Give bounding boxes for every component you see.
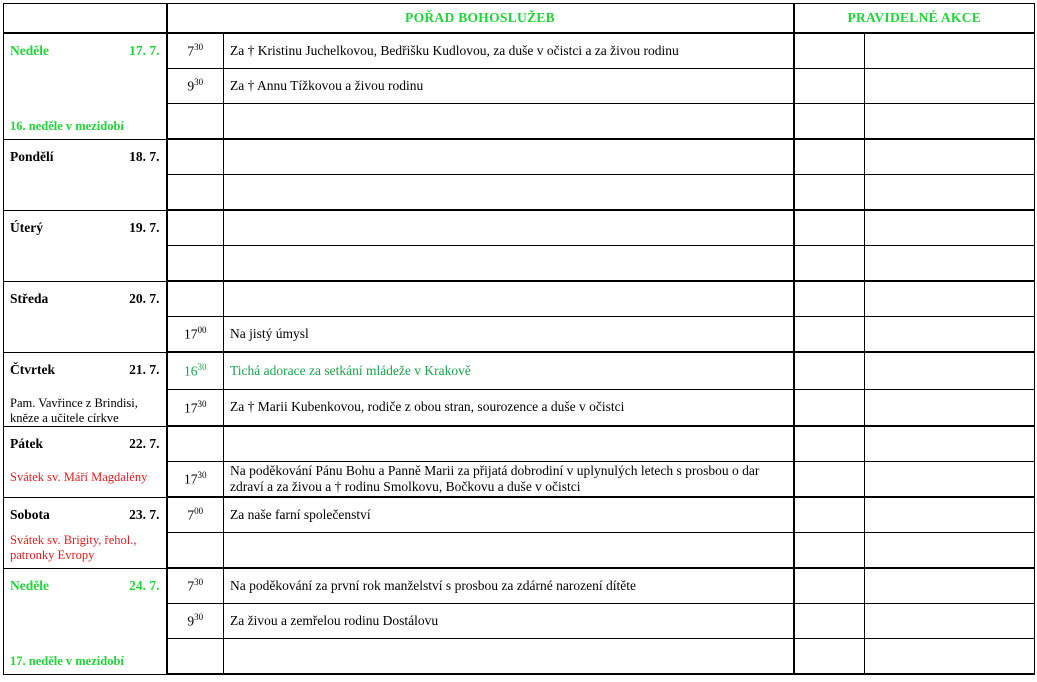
time-cell: $16^{30}$ [167,352,224,389]
day-name: Neděle [10,577,49,593]
time-cell: $7^{30}$ [167,33,224,69]
table-row [4,139,1035,175]
table-row [4,568,1035,604]
intention-text: Za † Kristinu Juchelkovou, Bedřišku Kudlovou, za duše v očistci a za živou rodinu [224,33,794,69]
feast-note: Pam. Vavřince z Brindisi, kněze a učitele církve [10,395,138,425]
header-row [4,4,1035,34]
table-row [4,426,1035,462]
time-cell: $7^{00}$ [167,497,224,533]
day-date: 23. 7. [129,506,160,522]
time-cell: $17^{00}$ [167,317,224,353]
day-cell-friday [4,426,167,497]
regular-events-title: PRAVIDELNÉ AKCE [794,4,1035,34]
day-date: 19. 7. [129,219,160,235]
liturgical-day: 16. neděle v mezidobí [10,119,124,133]
time-cell: $17^{30}$ [167,389,224,426]
day-name: Středa [10,290,49,306]
table-row [4,352,1035,389]
day-name: Neděle [10,43,49,58]
day-date: 20. 7. [129,290,160,306]
day-cell-thursday [4,352,167,426]
liturgical-day: 17. neděle v mezidobí [10,653,124,668]
intention-text: Za živou a zemřelou rodinu Dostálovu [224,604,794,639]
day-cell-tuesday [4,210,167,281]
day-cell-sunday-17 [4,33,167,139]
day-date: 21. 7. [129,361,160,377]
day-name: Sobota [10,506,50,522]
time-cell: $17^{30}$ [167,462,224,498]
time-cell: $7^{30}$ [167,568,224,604]
day-date: 22. 7. [129,435,160,451]
day-cell-monday [4,139,167,210]
feast-note: Svátek sv. Brigity, řehol., patronky Evropy [10,532,137,562]
table-row [4,281,1035,317]
day-cell-sunday-24 [4,568,167,674]
services-title: POŘAD BOHOSLUŽEB [167,4,794,34]
day-name: Čtvrtek [10,361,55,377]
intention-text: Na poděkování za první rok manželství s prosbou za zdárné narození dítěte [224,568,794,604]
time-cell: $9^{30}$ [167,604,224,639]
intention-text: Za naše farní společenství [224,497,794,533]
schedule-table [3,3,1035,675]
day-date: 18. 7. [129,148,160,164]
day-cell-saturday [4,497,167,568]
table-row [4,497,1035,533]
intention-text: Na jistý úmysl [224,317,794,353]
day-name: Pondělí [10,148,54,164]
intention-text: Na poděkování Pánu Bohu a Panně Marii za přijatá dobrodiní v uplynulých letech s prosbou o dar zdraví a za živou a † rodinu Smolkovu, Bočkovu a duše v očistci [224,462,794,498]
table-row [4,210,1035,246]
intention-text: Za † Annu Tížkovou a živou rodinu [224,69,794,104]
day-name: Pátek [10,435,43,451]
intention-text: Tichá adorace za setkání mládeže v Krakově [224,352,794,389]
day-date: 17. 7. [129,43,160,58]
day-cell-wednesday [4,281,167,352]
day-date: 24. 7. [129,577,160,593]
intention-text: Za † Marii Kubenkovou, rodiče z obou stran, sourozence a duše v očistci [224,389,794,426]
day-name: Úterý [10,219,43,235]
header-blank-cell [4,4,167,34]
table-row [4,33,1035,69]
time-cell: $9^{30}$ [167,69,224,104]
feast-note: Svátek sv. Máří Magdalény [10,469,148,484]
